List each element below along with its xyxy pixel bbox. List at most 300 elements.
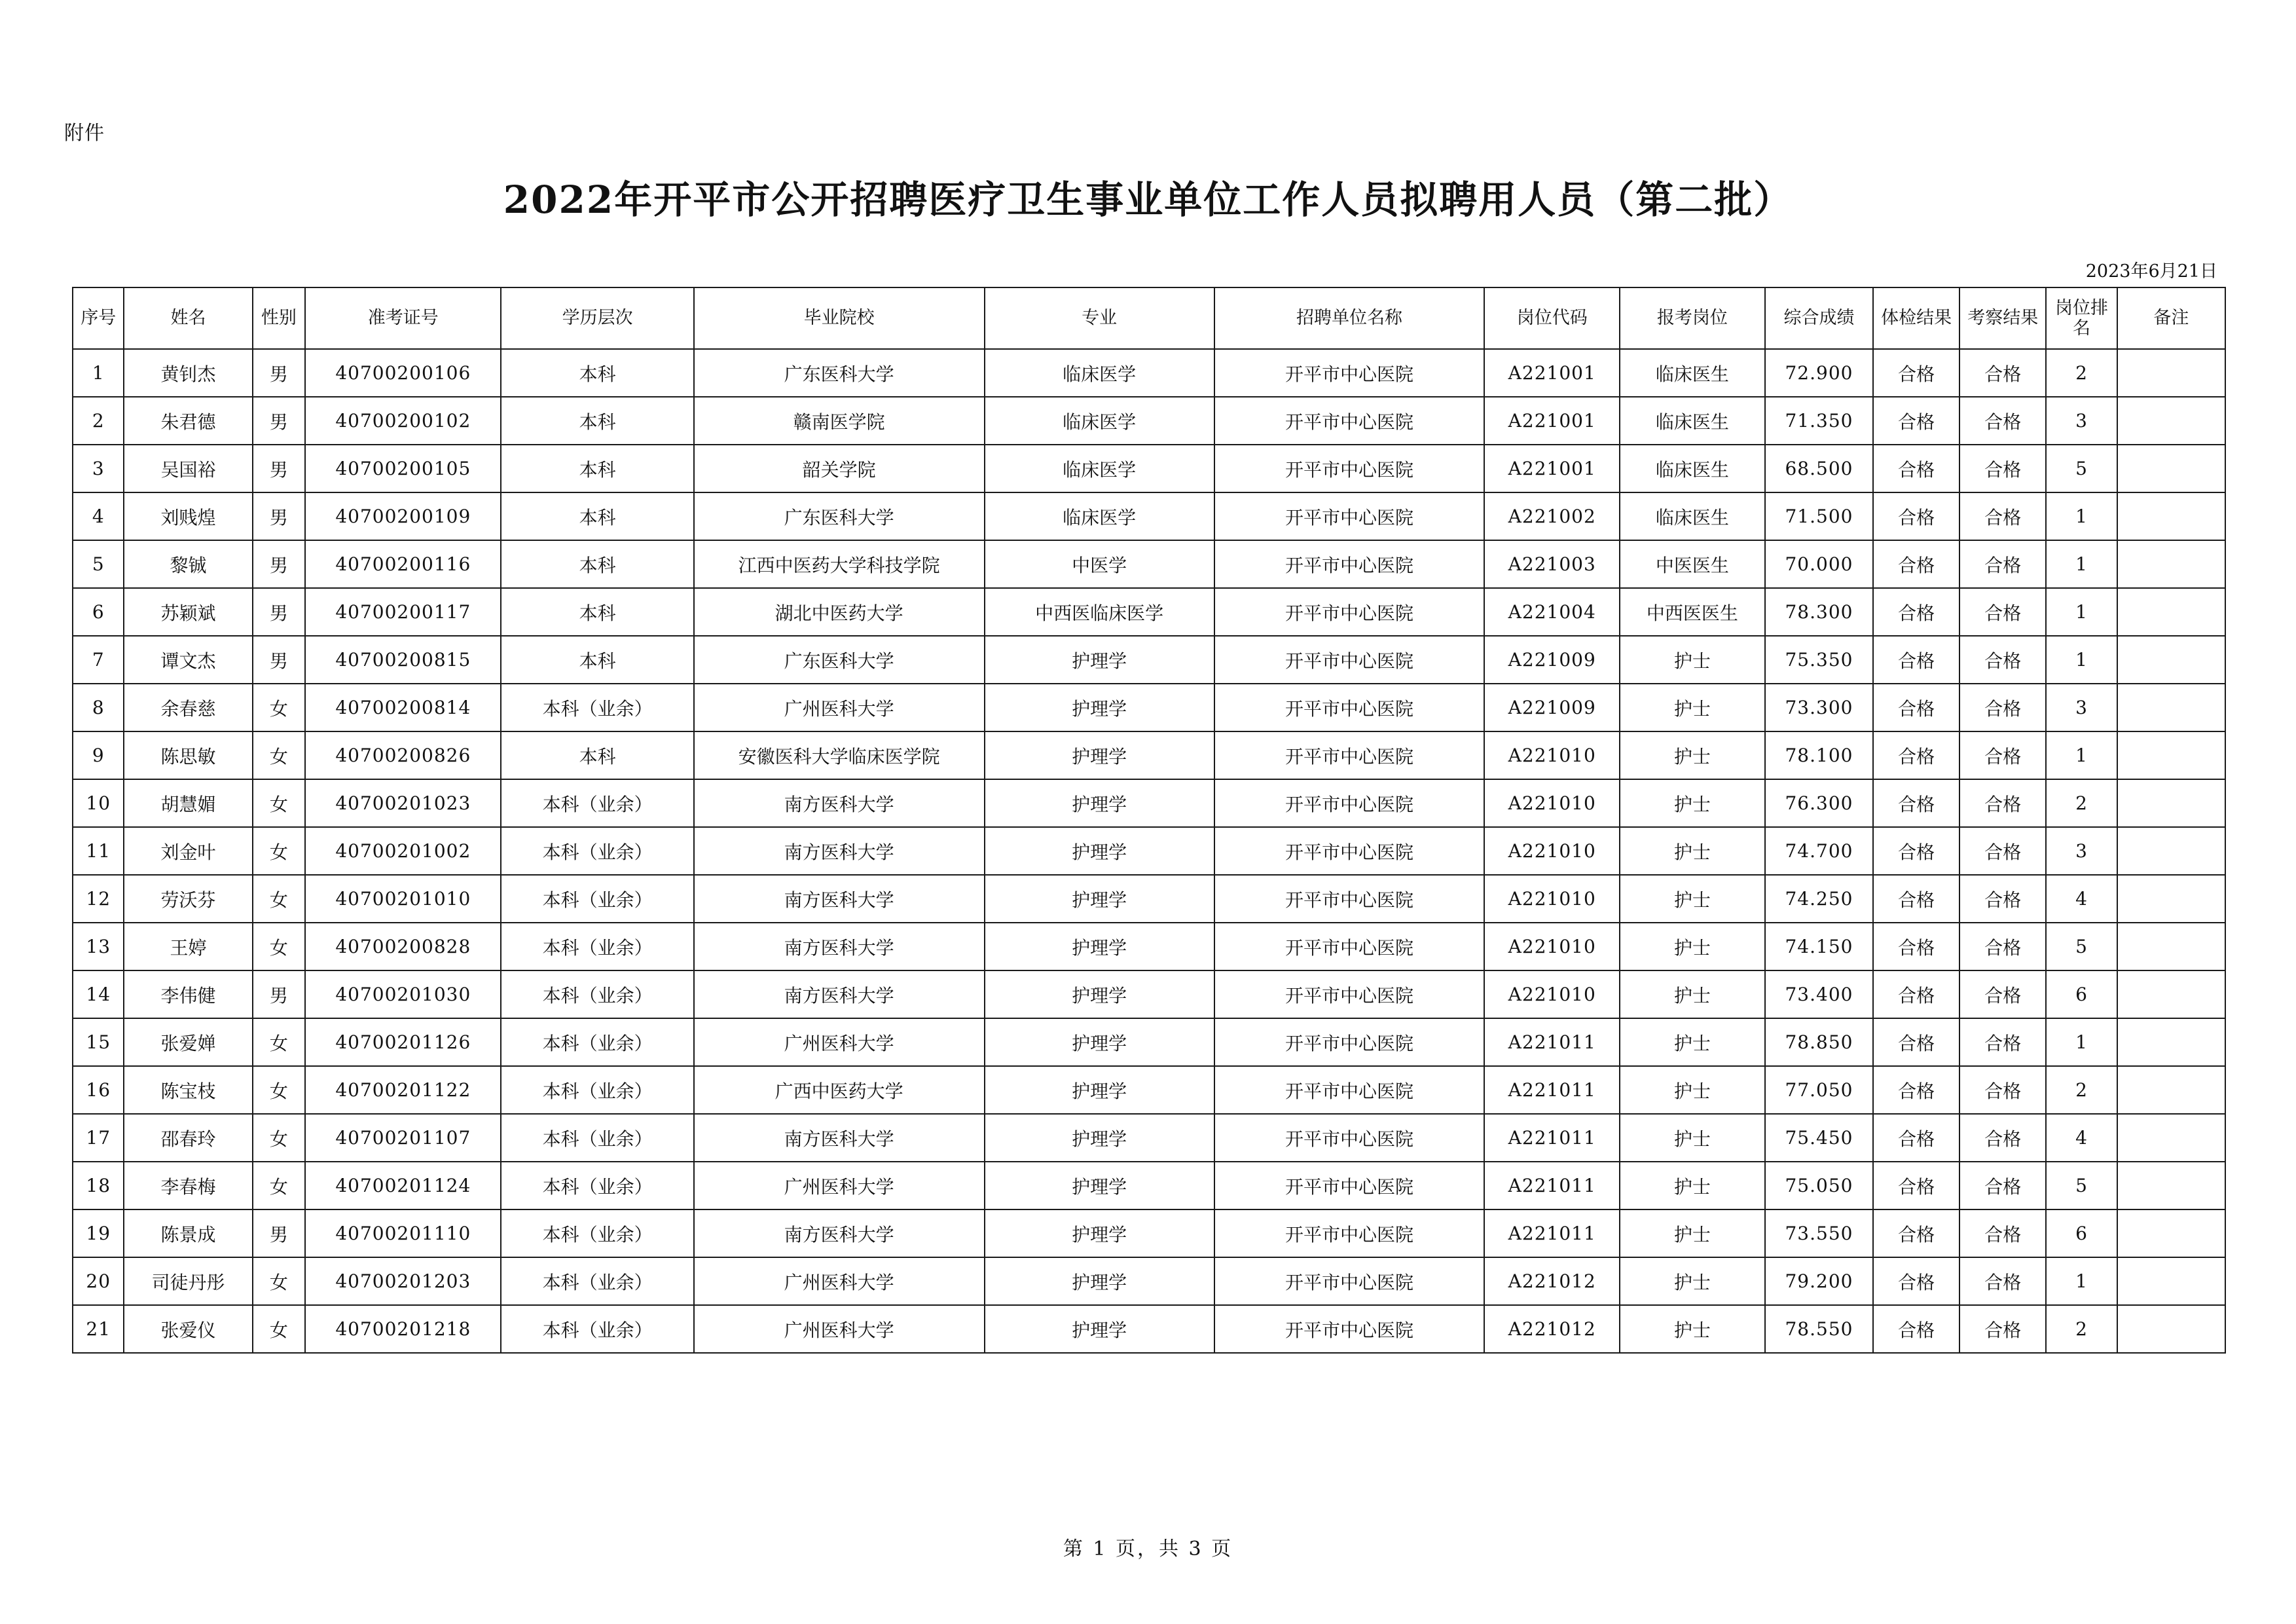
column-header-school: 毕业院校 — [694, 287, 985, 349]
cell-jobname: 临床医生 — [1620, 349, 1765, 397]
cell-major: 护理学 — [985, 1209, 1214, 1257]
cell-unit: 开平市中心医院 — [1214, 1257, 1485, 1305]
cell-unit: 开平市中心医院 — [1214, 397, 1485, 445]
cell-score: 75.450 — [1765, 1114, 1873, 1162]
table-row — [73, 923, 2225, 970]
cell-medical: 合格 — [1873, 779, 1959, 827]
cell-remark — [2117, 445, 2225, 492]
cell-major: 护理学 — [985, 1018, 1214, 1066]
cell-school: 广东医科大学 — [694, 636, 985, 684]
cell-rank: 1 — [2046, 588, 2117, 636]
table-row — [73, 684, 2225, 731]
column-header-score: 综合成绩 — [1765, 287, 1873, 349]
cell-jobname: 护士 — [1620, 731, 1765, 779]
column-header-name: 姓名 — [124, 287, 252, 349]
table-row — [73, 588, 2225, 636]
cell-gender: 女 — [253, 1162, 306, 1209]
cell-seq: 8 — [73, 684, 124, 731]
cell-inspection: 合格 — [1959, 636, 2046, 684]
cell-inspection: 合格 — [1959, 875, 2046, 923]
cell-jobcode: A221001 — [1484, 397, 1619, 445]
cell-inspection: 合格 — [1959, 445, 2046, 492]
cell-gender: 女 — [253, 1257, 306, 1305]
cell-ticket: 40700200102 — [305, 397, 501, 445]
cell-ticket: 40700200117 — [305, 588, 501, 636]
cell-jobname: 护士 — [1620, 1162, 1765, 1209]
cell-ticket: 40700200815 — [305, 636, 501, 684]
cell-major: 临床医学 — [985, 492, 1214, 540]
cell-major: 护理学 — [985, 779, 1214, 827]
cell-ticket: 40700201030 — [305, 970, 501, 1018]
table-body — [73, 349, 2225, 1353]
cell-score: 76.300 — [1765, 779, 1873, 827]
cell-jobcode: A221009 — [1484, 636, 1619, 684]
cell-seq: 19 — [73, 1209, 124, 1257]
cell-ticket: 40700201002 — [305, 827, 501, 875]
cell-inspection: 合格 — [1959, 1018, 2046, 1066]
cell-jobname: 护士 — [1620, 970, 1765, 1018]
cell-unit: 开平市中心医院 — [1214, 1114, 1485, 1162]
cell-education: 本科 — [501, 349, 693, 397]
cell-score: 75.050 — [1765, 1162, 1873, 1209]
cell-unit: 开平市中心医院 — [1214, 636, 1485, 684]
cell-jobname: 临床医生 — [1620, 492, 1765, 540]
cell-score: 77.050 — [1765, 1066, 1873, 1114]
cell-rank: 1 — [2046, 1257, 2117, 1305]
cell-unit: 开平市中心医院 — [1214, 731, 1485, 779]
cell-major: 护理学 — [985, 1305, 1214, 1353]
cell-unit: 开平市中心医院 — [1214, 588, 1485, 636]
cell-score: 78.300 — [1765, 588, 1873, 636]
cell-jobcode: A221003 — [1484, 540, 1619, 588]
cell-score: 70.000 — [1765, 540, 1873, 588]
cell-medical: 合格 — [1873, 875, 1959, 923]
table-row — [73, 1257, 2225, 1305]
cell-inspection: 合格 — [1959, 684, 2046, 731]
cell-score: 78.100 — [1765, 731, 1873, 779]
cell-ticket: 40700201023 — [305, 779, 501, 827]
cell-unit: 开平市中心医院 — [1214, 827, 1485, 875]
cell-name: 谭文杰 — [124, 636, 252, 684]
cell-rank: 3 — [2046, 397, 2117, 445]
table-row — [73, 540, 2225, 588]
cell-jobcode: A221010 — [1484, 970, 1619, 1018]
cell-jobname: 护士 — [1620, 779, 1765, 827]
cell-jobname: 护士 — [1620, 875, 1765, 923]
cell-unit: 开平市中心医院 — [1214, 445, 1485, 492]
cell-score: 78.850 — [1765, 1018, 1873, 1066]
cell-school: 湖北中医药大学 — [694, 588, 985, 636]
cell-remark — [2117, 1209, 2225, 1257]
column-header-jobname: 报考岗位 — [1620, 287, 1765, 349]
cell-medical: 合格 — [1873, 1305, 1959, 1353]
cell-name: 陈思敏 — [124, 731, 252, 779]
cell-school: 南方医科大学 — [694, 875, 985, 923]
cell-medical: 合格 — [1873, 636, 1959, 684]
cell-ticket: 40700201107 — [305, 1114, 501, 1162]
cell-seq: 7 — [73, 636, 124, 684]
cell-education: 本科（业余） — [501, 1305, 693, 1353]
cell-gender: 男 — [253, 970, 306, 1018]
cell-seq: 13 — [73, 923, 124, 970]
cell-jobname: 护士 — [1620, 1018, 1765, 1066]
cell-name: 吴国裕 — [124, 445, 252, 492]
cell-remark — [2117, 1257, 2225, 1305]
cell-medical: 合格 — [1873, 970, 1959, 1018]
cell-jobcode: A221011 — [1484, 1018, 1619, 1066]
cell-rank: 6 — [2046, 970, 2117, 1018]
cell-name: 胡慧媚 — [124, 779, 252, 827]
cell-score: 71.350 — [1765, 397, 1873, 445]
cell-rank: 4 — [2046, 1114, 2117, 1162]
cell-inspection: 合格 — [1959, 970, 2046, 1018]
cell-unit: 开平市中心医院 — [1214, 779, 1485, 827]
cell-medical: 合格 — [1873, 1114, 1959, 1162]
cell-gender: 女 — [253, 684, 306, 731]
cell-remark — [2117, 923, 2225, 970]
cell-major: 护理学 — [985, 684, 1214, 731]
cell-name: 李春梅 — [124, 1162, 252, 1209]
table-row — [73, 779, 2225, 827]
cell-school: 南方医科大学 — [694, 827, 985, 875]
cell-rank: 1 — [2046, 540, 2117, 588]
cell-medical: 合格 — [1873, 588, 1959, 636]
cell-school: 南方医科大学 — [694, 970, 985, 1018]
table-header-row — [73, 287, 2225, 349]
cell-jobcode: A221011 — [1484, 1066, 1619, 1114]
cell-seq: 10 — [73, 779, 124, 827]
cell-rank: 5 — [2046, 445, 2117, 492]
table-row — [73, 349, 2225, 397]
cell-inspection: 合格 — [1959, 1257, 2046, 1305]
cell-major: 中西医临床医学 — [985, 588, 1214, 636]
cell-rank: 2 — [2046, 779, 2117, 827]
cell-inspection: 合格 — [1959, 397, 2046, 445]
cell-jobcode: A221010 — [1484, 779, 1619, 827]
cell-unit: 开平市中心医院 — [1214, 349, 1485, 397]
cell-gender: 男 — [253, 445, 306, 492]
column-header-rank: 岗位排名 — [2046, 287, 2117, 349]
cell-school: 南方医科大学 — [694, 923, 985, 970]
cell-rank: 1 — [2046, 1018, 2117, 1066]
cell-score: 74.250 — [1765, 875, 1873, 923]
cell-medical: 合格 — [1873, 397, 1959, 445]
cell-major: 中医学 — [985, 540, 1214, 588]
cell-rank: 3 — [2046, 827, 2117, 875]
cell-jobcode: A221012 — [1484, 1305, 1619, 1353]
cell-seq: 18 — [73, 1162, 124, 1209]
cell-school: 江西中医药大学科技学院 — [694, 540, 985, 588]
cell-education: 本科（业余） — [501, 779, 693, 827]
cell-name: 朱君德 — [124, 397, 252, 445]
cell-school: 广东医科大学 — [694, 349, 985, 397]
cell-remark — [2117, 1018, 2225, 1066]
cell-gender: 女 — [253, 731, 306, 779]
cell-gender: 女 — [253, 1114, 306, 1162]
cell-jobcode: A221010 — [1484, 923, 1619, 970]
column-header-ticket: 准考证号 — [305, 287, 501, 349]
cell-name: 黄钊杰 — [124, 349, 252, 397]
cell-seq: 20 — [73, 1257, 124, 1305]
cell-remark — [2117, 684, 2225, 731]
cell-unit: 开平市中心医院 — [1214, 492, 1485, 540]
cell-score: 74.700 — [1765, 827, 1873, 875]
cell-remark — [2117, 397, 2225, 445]
cell-name: 苏颖斌 — [124, 588, 252, 636]
cell-ticket: 40700201126 — [305, 1018, 501, 1066]
cell-ticket: 40700200826 — [305, 731, 501, 779]
cell-seq: 5 — [73, 540, 124, 588]
column-header-education: 学历层次 — [501, 287, 693, 349]
cell-school: 南方医科大学 — [694, 1114, 985, 1162]
cell-jobname: 临床医生 — [1620, 445, 1765, 492]
cell-rank: 3 — [2046, 684, 2117, 731]
cell-gender: 男 — [253, 540, 306, 588]
cell-major: 护理学 — [985, 731, 1214, 779]
cell-jobname: 中医医生 — [1620, 540, 1765, 588]
cell-ticket: 40700200814 — [305, 684, 501, 731]
cell-jobname: 护士 — [1620, 1257, 1765, 1305]
cell-jobcode: A221011 — [1484, 1209, 1619, 1257]
cell-jobcode: A221010 — [1484, 827, 1619, 875]
cell-medical: 合格 — [1873, 1066, 1959, 1114]
cell-education: 本科（业余） — [501, 1257, 693, 1305]
cell-medical: 合格 — [1873, 1257, 1959, 1305]
column-header-major: 专业 — [985, 287, 1214, 349]
column-header-jobcode: 岗位代码 — [1484, 287, 1619, 349]
cell-inspection: 合格 — [1959, 349, 2046, 397]
table-header — [73, 287, 2225, 349]
cell-unit: 开平市中心医院 — [1214, 540, 1485, 588]
cell-score: 74.150 — [1765, 923, 1873, 970]
cell-gender: 女 — [253, 1066, 306, 1114]
cell-ticket: 40700201010 — [305, 875, 501, 923]
cell-score: 73.400 — [1765, 970, 1873, 1018]
cell-seq: 6 — [73, 588, 124, 636]
cell-seq: 17 — [73, 1114, 124, 1162]
cell-jobcode: A221010 — [1484, 875, 1619, 923]
cell-remark — [2117, 540, 2225, 588]
page-footer: 第 1 页，共 3 页 — [1063, 1538, 1233, 1560]
cell-unit: 开平市中心医院 — [1214, 1162, 1485, 1209]
document-date: 2023年6月21日 — [2085, 261, 2217, 282]
cell-education: 本科（业余） — [501, 970, 693, 1018]
cell-school: 安徽医科大学临床医学院 — [694, 731, 985, 779]
cell-education: 本科 — [501, 540, 693, 588]
cell-school: 广东医科大学 — [694, 492, 985, 540]
cell-jobcode: A221001 — [1484, 445, 1619, 492]
cell-rank: 1 — [2046, 492, 2117, 540]
table-row — [73, 445, 2225, 492]
cell-school: 南方医科大学 — [694, 1209, 985, 1257]
cell-major: 护理学 — [985, 1257, 1214, 1305]
cell-ticket: 40700201218 — [305, 1305, 501, 1353]
table-row — [73, 970, 2225, 1018]
table-row — [73, 1209, 2225, 1257]
cell-jobname: 护士 — [1620, 1066, 1765, 1114]
cell-medical: 合格 — [1873, 827, 1959, 875]
cell-jobcode: A221011 — [1484, 1114, 1619, 1162]
cell-education: 本科（业余） — [501, 1162, 693, 1209]
cell-major: 护理学 — [985, 827, 1214, 875]
cell-jobcode: A221012 — [1484, 1257, 1619, 1305]
cell-rank: 5 — [2046, 1162, 2117, 1209]
cell-unit: 开平市中心医院 — [1214, 1066, 1485, 1114]
cell-seq: 21 — [73, 1305, 124, 1353]
cell-education: 本科（业余） — [501, 1209, 693, 1257]
cell-remark — [2117, 827, 2225, 875]
cell-jobname: 护士 — [1620, 827, 1765, 875]
cell-name: 司徒丹彤 — [124, 1257, 252, 1305]
cell-unit: 开平市中心医院 — [1214, 684, 1485, 731]
table-row — [73, 731, 2225, 779]
cell-inspection: 合格 — [1959, 1305, 2046, 1353]
cell-medical: 合格 — [1873, 540, 1959, 588]
cell-gender: 男 — [253, 1209, 306, 1257]
cell-seq: 16 — [73, 1066, 124, 1114]
cell-inspection: 合格 — [1959, 1162, 2046, 1209]
cell-name: 陈宝枝 — [124, 1066, 252, 1114]
cell-education: 本科 — [501, 636, 693, 684]
cell-name: 刘贱煌 — [124, 492, 252, 540]
cell-jobcode: A221004 — [1484, 588, 1619, 636]
cell-school: 广西中医药大学 — [694, 1066, 985, 1114]
table-row — [73, 636, 2225, 684]
cell-jobname: 护士 — [1620, 1209, 1765, 1257]
cell-medical: 合格 — [1873, 1162, 1959, 1209]
cell-education: 本科 — [501, 397, 693, 445]
cell-inspection: 合格 — [1959, 827, 2046, 875]
cell-unit: 开平市中心医院 — [1214, 1305, 1485, 1353]
column-header-remark: 备注 — [2117, 287, 2225, 349]
cell-rank: 1 — [2046, 731, 2117, 779]
cell-name: 张爱婵 — [124, 1018, 252, 1066]
cell-remark — [2117, 349, 2225, 397]
cell-medical: 合格 — [1873, 923, 1959, 970]
cell-gender: 男 — [253, 397, 306, 445]
cell-jobcode: A221010 — [1484, 731, 1619, 779]
cell-rank: 5 — [2046, 923, 2117, 970]
cell-rank: 2 — [2046, 1066, 2117, 1114]
cell-medical: 合格 — [1873, 684, 1959, 731]
cell-score: 78.550 — [1765, 1305, 1873, 1353]
cell-inspection: 合格 — [1959, 1066, 2046, 1114]
cell-score: 73.550 — [1765, 1209, 1873, 1257]
cell-inspection: 合格 — [1959, 1209, 2046, 1257]
cell-name: 李伟健 — [124, 970, 252, 1018]
table-row — [73, 1305, 2225, 1353]
cell-gender: 男 — [253, 588, 306, 636]
cell-school: 南方医科大学 — [694, 779, 985, 827]
cell-seq: 3 — [73, 445, 124, 492]
cell-inspection: 合格 — [1959, 779, 2046, 827]
cell-major: 护理学 — [985, 1066, 1214, 1114]
cell-gender: 女 — [253, 923, 306, 970]
cell-gender: 男 — [253, 492, 306, 540]
cell-jobname: 临床医生 — [1620, 397, 1765, 445]
cell-inspection: 合格 — [1959, 1114, 2046, 1162]
cell-score: 71.500 — [1765, 492, 1873, 540]
cell-rank: 1 — [2046, 636, 2117, 684]
cell-rank: 2 — [2046, 1305, 2117, 1353]
cell-score: 73.300 — [1765, 684, 1873, 731]
cell-jobcode: A221011 — [1484, 1162, 1619, 1209]
cell-medical: 合格 — [1873, 1209, 1959, 1257]
cell-seq: 14 — [73, 970, 124, 1018]
column-header-inspection: 考察结果 — [1959, 287, 2046, 349]
cell-seq: 12 — [73, 875, 124, 923]
cell-major: 护理学 — [985, 636, 1214, 684]
cell-education: 本科 — [501, 731, 693, 779]
cell-medical: 合格 — [1873, 1018, 1959, 1066]
cell-major: 临床医学 — [985, 445, 1214, 492]
cell-unit: 开平市中心医院 — [1214, 923, 1485, 970]
cell-education: 本科（业余） — [501, 1018, 693, 1066]
cell-score: 75.350 — [1765, 636, 1873, 684]
cell-jobcode: A221001 — [1484, 349, 1619, 397]
cell-jobname: 护士 — [1620, 1305, 1765, 1353]
cell-jobname: 中西医医生 — [1620, 588, 1765, 636]
cell-ticket: 40700201124 — [305, 1162, 501, 1209]
cell-gender: 男 — [253, 636, 306, 684]
cell-school: 韶关学院 — [694, 445, 985, 492]
cell-gender: 女 — [253, 1018, 306, 1066]
table-row — [73, 875, 2225, 923]
cell-major: 护理学 — [985, 970, 1214, 1018]
cell-jobname: 护士 — [1620, 923, 1765, 970]
cell-name: 余春慈 — [124, 684, 252, 731]
cell-major: 护理学 — [985, 923, 1214, 970]
cell-medical: 合格 — [1873, 349, 1959, 397]
cell-education: 本科（业余） — [501, 875, 693, 923]
cell-ticket: 40700200828 — [305, 923, 501, 970]
cell-education: 本科 — [501, 588, 693, 636]
table-row — [73, 492, 2225, 540]
cell-medical: 合格 — [1873, 445, 1959, 492]
cell-education: 本科（业余） — [501, 1066, 693, 1114]
column-header-seq: 序号 — [73, 287, 124, 349]
cell-seq: 11 — [73, 827, 124, 875]
cell-school: 广州医科大学 — [694, 1162, 985, 1209]
cell-gender: 女 — [253, 779, 306, 827]
cell-seq: 2 — [73, 397, 124, 445]
cell-jobcode: A221002 — [1484, 492, 1619, 540]
cell-remark — [2117, 779, 2225, 827]
cell-education: 本科（业余） — [501, 1114, 693, 1162]
cell-remark — [2117, 1066, 2225, 1114]
cell-ticket: 40700200116 — [305, 540, 501, 588]
cell-name: 张爱仪 — [124, 1305, 252, 1353]
table-row — [73, 1066, 2225, 1114]
cell-jobcode: A221009 — [1484, 684, 1619, 731]
cell-remark — [2117, 875, 2225, 923]
cell-seq: 4 — [73, 492, 124, 540]
cell-score: 72.900 — [1765, 349, 1873, 397]
table-row — [73, 1018, 2225, 1066]
cell-gender: 女 — [253, 875, 306, 923]
cell-inspection: 合格 — [1959, 923, 2046, 970]
cell-education: 本科 — [501, 445, 693, 492]
cell-major: 临床医学 — [985, 349, 1214, 397]
cell-remark — [2117, 1305, 2225, 1353]
cell-education: 本科（业余） — [501, 827, 693, 875]
cell-unit: 开平市中心医院 — [1214, 1018, 1485, 1066]
cell-rank: 4 — [2046, 875, 2117, 923]
cell-seq: 15 — [73, 1018, 124, 1066]
cell-inspection: 合格 — [1959, 588, 2046, 636]
cell-inspection: 合格 — [1959, 492, 2046, 540]
cell-score: 68.500 — [1765, 445, 1873, 492]
